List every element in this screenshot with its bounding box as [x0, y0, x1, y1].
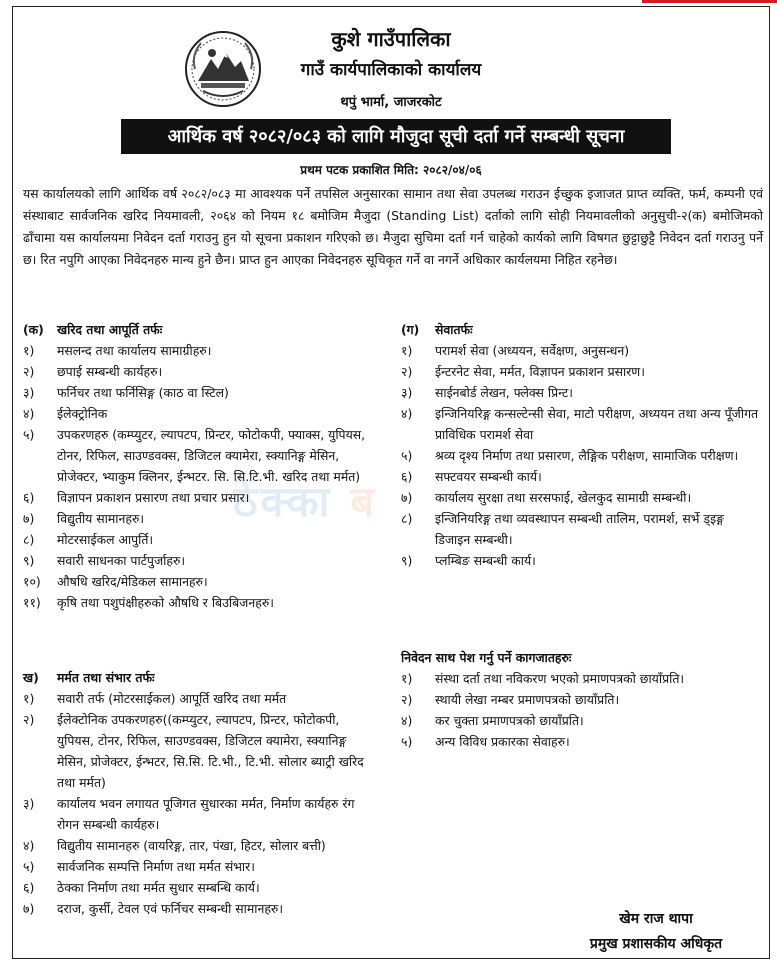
item-number: ४) — [401, 406, 413, 421]
item-text: प्लम्बिङ सम्बन्धी कार्य। — [435, 553, 536, 568]
item-text: कार्यालय सुरक्षा तथा सरसफाई, खेलकुद सामाग्री सम्बन्धी। — [435, 490, 692, 505]
list-item — [401, 508, 763, 550]
item-number: १०) — [23, 574, 41, 589]
item-text: परामर्श सेवा (अध्ययन, सर्वेक्षण, अनुसन्धन) — [435, 343, 630, 358]
list-item — [23, 592, 375, 613]
item-number: ५) — [23, 427, 35, 442]
item-number: १) — [23, 343, 35, 358]
item-number: ५) — [401, 734, 413, 749]
item-text: श्रव्य दृश्य निर्माण तथा प्रसारण, लैङ्गिक परीक्षण, सामाजिक परीक्षण। — [435, 448, 739, 463]
item-number: ४) — [23, 838, 35, 853]
section-marker: (क) — [23, 322, 44, 337]
publication-date: प्रथम पटक प्रकाशित मिति: २०८२/०४/०६ — [300, 163, 482, 177]
list-item — [23, 382, 375, 403]
list-item — [401, 340, 763, 361]
watermark-text-2: ब — [350, 477, 378, 526]
item-number: ६) — [23, 880, 35, 895]
item-text: अन्य विविध प्रकारका सेवाहरु। — [435, 734, 570, 749]
item-number: ३) — [401, 385, 413, 400]
list-item — [23, 340, 375, 361]
item-number: ७) — [23, 511, 35, 526]
section-ka-title — [23, 319, 375, 340]
item-text: संस्था दर्ता तथा नविकरण भएको प्रमाणपत्रको छायाँप्रति। — [435, 671, 685, 686]
item-text: मोटरसाईकल आपुर्ति। — [57, 532, 154, 547]
section-heading: सेवातर्फः — [435, 322, 473, 337]
item-text: सफ्टवयर सम्बन्धी कार्य। — [435, 469, 542, 484]
item-text: दराज, कुर्सी, टेवल एवं फर्निचर सम्बन्धी सामानहरु। — [57, 901, 284, 916]
section-ka-list — [23, 340, 378, 613]
list-item — [401, 731, 763, 752]
section-kha-list — [23, 688, 375, 919]
top-accent-strip — [642, 0, 777, 3]
notice-title-banner: आर्थिक वर्ष २०८२/०८३ को लागि मौजुदा सूची दर्ता गर्ने सम्बन्धी सूचना — [121, 119, 671, 154]
section-ka — [23, 319, 378, 613]
item-text: ईन्टरनेट सेवा, मर्मत, विज्ञापन प्रकाशन प्रसारण। — [435, 364, 645, 379]
item-number: २) — [401, 364, 413, 379]
section-ga — [401, 319, 763, 571]
list-item — [23, 361, 375, 382]
item-text: औषधि खरिद/मेडिकल सामानहरु। — [57, 574, 208, 589]
list-item — [23, 571, 375, 592]
section-kha-title — [23, 667, 375, 688]
item-text: विद्युतीय सामानहरु (वायरिङ्ग, तार, पंखा, हिटर, सोलार बत्ती) — [57, 838, 326, 853]
item-number: १) — [23, 691, 35, 706]
item-number: ८) — [23, 532, 35, 547]
item-number: १) — [401, 343, 413, 358]
item-text: कार्यालय भवन लगायत पूजिगत सुधारका मर्मत, निर्माण कार्यहरु रंग रोगन सम्बन्धी कार्यहरु। — [57, 796, 355, 832]
list-item — [23, 709, 375, 793]
list-item — [23, 877, 375, 898]
list-item — [23, 424, 375, 487]
section-ga-title — [401, 319, 763, 340]
list-item — [401, 382, 763, 403]
item-number: ८) — [401, 511, 413, 526]
item-text: ईलेक्ट्रोनिक — [57, 406, 108, 421]
signatory-name: खेम राज थापा — [619, 911, 693, 927]
item-number: २) — [401, 692, 413, 707]
item-text: फर्निचर तथा फर्निसिङ्ग (काठ वा स्टिल) — [57, 385, 229, 400]
item-text: कर चुक्ता प्रमाणपत्रको छायाँप्रति। — [435, 713, 584, 728]
item-text: इन्जिनियरिङ्ग कन्सल्टेन्सी सेवा, माटो परीक्षण, अध्ययन तथा अन्य पूँजीगत प्राविधिक परामर्श सेवा — [435, 406, 759, 442]
section-heading: खरिद तथा आपूर्ति तर्फः — [57, 322, 163, 337]
item-text: सार्वजनिक सम्पत्ति निर्माण तथा मर्मत संभार। — [57, 859, 255, 874]
item-number: ५) — [23, 859, 35, 874]
list-item — [23, 793, 375, 835]
municipality-name: कुशे गाउँपालिका — [331, 27, 451, 51]
list-item — [23, 688, 375, 709]
list-item — [401, 361, 763, 382]
item-number: ९) — [401, 553, 413, 568]
item-text: साईनबोर्ड लेखन, फ्लेक्स प्रिन्ट। — [435, 385, 573, 400]
list-item — [401, 550, 763, 571]
list-item — [401, 710, 763, 731]
intro-paragraph: यस कार्यालयको लागि आर्थिक वर्ष २०८२/०८३ मा आवश्यक पर्ने तपसिल अनुसारका सामान तथा सेवा उपलब्ध गराउन ईच्छुक इजाजत प्राप्त व्यक्ति, फर्म, कम्पनी एवं संस्थाबाट सार्वजनिक खरिद नियमावली, २०६४ को नियम १८ बमोजिम मैजुदा (Standing List) दर्ताको लागि सोही नियमावलीको अनुसुची-२(क) बमोजिमको ढाँचामा यस कार्यालयमा निवेदन दर्ता गराउनु हुन यो सूचना प्रकाशन गरिएको छ। मैजुदा सुचिमा दर्ता गर्न चाहेको कार्यको लागि विषगत छुट्टाछुट्टै निवेदन दर्ता गराउनु पर्ने छ। रित नपुगि आएका निवेदनहरु मान्य हुने छैन। प्राप्त हुन आएका निवेदनहरु सूचिकृत गर्ने वा नगर्ने अधिकार कार्यलयमा निहित रहनेछ। — [23, 186, 763, 267]
list-item — [23, 529, 375, 550]
section-heading: मर्मत तथा संभार तर्फः — [57, 670, 155, 685]
item-number: ६) — [23, 490, 35, 505]
list-item — [23, 487, 375, 508]
office-address: थपुं भार्मा, जाजरकोट — [340, 95, 442, 110]
item-text: छपाई सम्बन्धी कार्यहरु। — [57, 364, 163, 379]
list-item — [401, 466, 763, 487]
item-number: ३) — [23, 385, 35, 400]
documents-title: निवेदन साथ पेश गर्नु पर्ने कागजातहरुः — [401, 650, 572, 665]
section-marker: ख) — [23, 670, 39, 685]
item-text: कृषि तथा पशुपंक्षीहरुको औषधि र बिउबिजनहरु। — [57, 595, 274, 610]
item-text: ठेक्का निर्माण तथा मर्मत सुधार सम्बन्धि कार्य। — [57, 880, 260, 895]
list-item — [401, 487, 763, 508]
signatory-designation: प्रमुख प्रशासकीय अधिकृत — [589, 936, 723, 952]
list-item — [23, 835, 375, 856]
item-text: सवारी साधनका पार्टपुर्जाहरु। — [57, 553, 186, 568]
item-number: २) — [23, 364, 35, 379]
item-text: सवारी तर्फ (मोटरसाईकल) आपूर्ति खरिद तथा मर्मत — [57, 691, 287, 706]
watermark-text: ठेक्का — [233, 477, 333, 526]
item-number: ५) — [401, 448, 413, 463]
item-text: उपकरणहरु (कम्प्युटर, ल्यापटप, प्रिन्टर, फोटोकपी, फ्याक्स, युपियस, टोनर, रिफिल, साउण्डवक्स, डिजिटल क्यामेरा, स्क्यानिङ्ग मेसिन, प्रोजेक्टर, भ्याकुम क्लिनर, ईन्भटर. सि. सि.टि.भी. खरिद तथा मर्मत) — [57, 427, 366, 484]
item-text: स्थायी लेखा नम्बर प्रमाणपत्रको छायाँप्रति। — [435, 692, 620, 707]
item-number: ९) — [23, 553, 35, 568]
item-text: ईलेक्टोनिक उपकरणहरु((कम्प्युटर, ल्यापटप, प्रिन्टर, फोटोकपी, युपियस, टोनर, रिफिल, साउण्डवक्स, डिजिटल क्यामेरा, स्क्यानिङ्ग मेसिन, प्रोजेक्टर, ईन्भटर, सि.सि. टि.भी., टि.भी. सोलार ब्याट्री खरिद तथा मर्मत) — [57, 712, 364, 790]
item-text: इन्जिनियरिङ्ग तथा व्यवस्थापन सम्बन्धी तालिम, परामर्श, सर्भे ड्इङ्ग डिजाइन सम्बन्धी। — [435, 511, 724, 547]
list-item — [401, 668, 763, 689]
item-number: ६) — [401, 469, 413, 484]
item-number: ७) — [401, 490, 413, 505]
signature-block — [551, 907, 761, 957]
list-item — [23, 856, 375, 877]
section-marker: (ग) — [401, 322, 420, 337]
office-name: गाउँ कार्यपालिकाको कार्यालय — [300, 60, 482, 80]
item-text: विद्युतीय सामानहरु। — [57, 511, 145, 526]
list-item — [23, 403, 375, 424]
list-item — [401, 445, 763, 466]
list-item — [23, 898, 375, 919]
list-item — [401, 403, 763, 445]
list-item — [401, 689, 763, 710]
list-item — [23, 508, 375, 529]
item-text: विज्ञापन प्रकाशन प्रसारण तथा प्रचार प्रसार। — [57, 490, 250, 505]
item-number: १) — [401, 671, 413, 686]
item-text: मसलन्द तथा कार्यालय सामाग्रीहरु। — [57, 343, 212, 358]
item-number: ४) — [23, 406, 35, 421]
section-ga-list — [401, 340, 763, 571]
section-documents — [401, 647, 763, 752]
item-number: ३) — [23, 796, 35, 811]
item-number: ४) — [401, 713, 413, 728]
item-number: २) — [23, 712, 35, 727]
list-item — [23, 550, 375, 571]
item-number: ७) — [23, 901, 35, 916]
section-kha — [23, 667, 375, 919]
notice-frame — [12, 6, 770, 959]
item-number: ११) — [23, 595, 41, 610]
documents-list — [401, 668, 763, 752]
